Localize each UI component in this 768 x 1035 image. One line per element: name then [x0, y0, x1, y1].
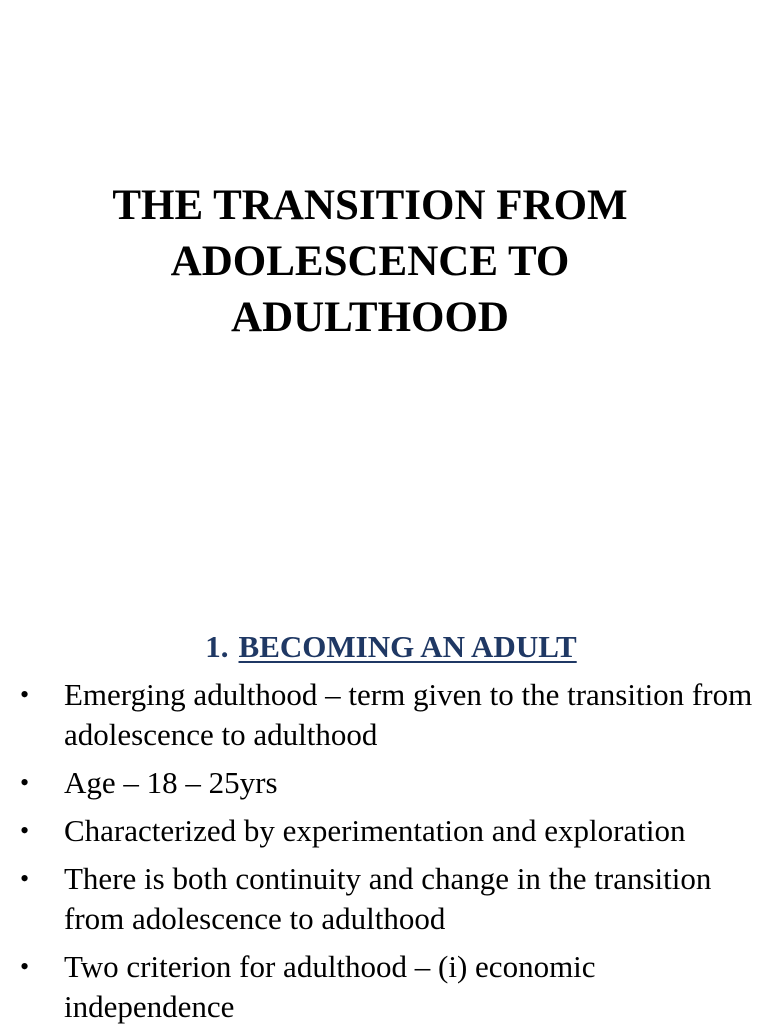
bullet-text: Age – 18 – 25yrs — [64, 765, 278, 800]
slide-title — [0, 178, 740, 346]
section-heading-text: BECOMING AN ADULT — [238, 629, 577, 664]
bullet-item — [0, 859, 768, 939]
bullet-item — [0, 763, 768, 803]
slide-title-line-2: ADOLESCENCE TO — [170, 238, 570, 285]
bullet-list — [0, 675, 768, 1035]
bullet-text: Characterized by experimentation and exploration — [64, 813, 686, 848]
bullet-item — [0, 811, 768, 851]
bullet-icon: • — [20, 816, 30, 845]
slide-title-line-3: ADULTHOOD — [231, 294, 509, 341]
bullet-item — [0, 675, 768, 755]
section-heading — [0, 628, 768, 666]
section-number: 1. — [205, 629, 229, 664]
bullet-text: Emerging adulthood – term given to the transition from adolescence to adulthood — [64, 677, 753, 752]
bullet-text: There is both continuity and change in the transition from adolescence to adulthood — [64, 861, 712, 936]
bullet-icon: • — [20, 864, 30, 893]
bullet-icon: • — [20, 952, 30, 981]
bullet-text: Two criterion for adulthood – (i) economic independence — [64, 949, 596, 1024]
bullet-icon: • — [20, 680, 30, 709]
bullet-icon: • — [20, 768, 30, 797]
bullet-item — [0, 947, 768, 1027]
slide-title-line-1: THE TRANSITION FROM — [112, 182, 628, 229]
